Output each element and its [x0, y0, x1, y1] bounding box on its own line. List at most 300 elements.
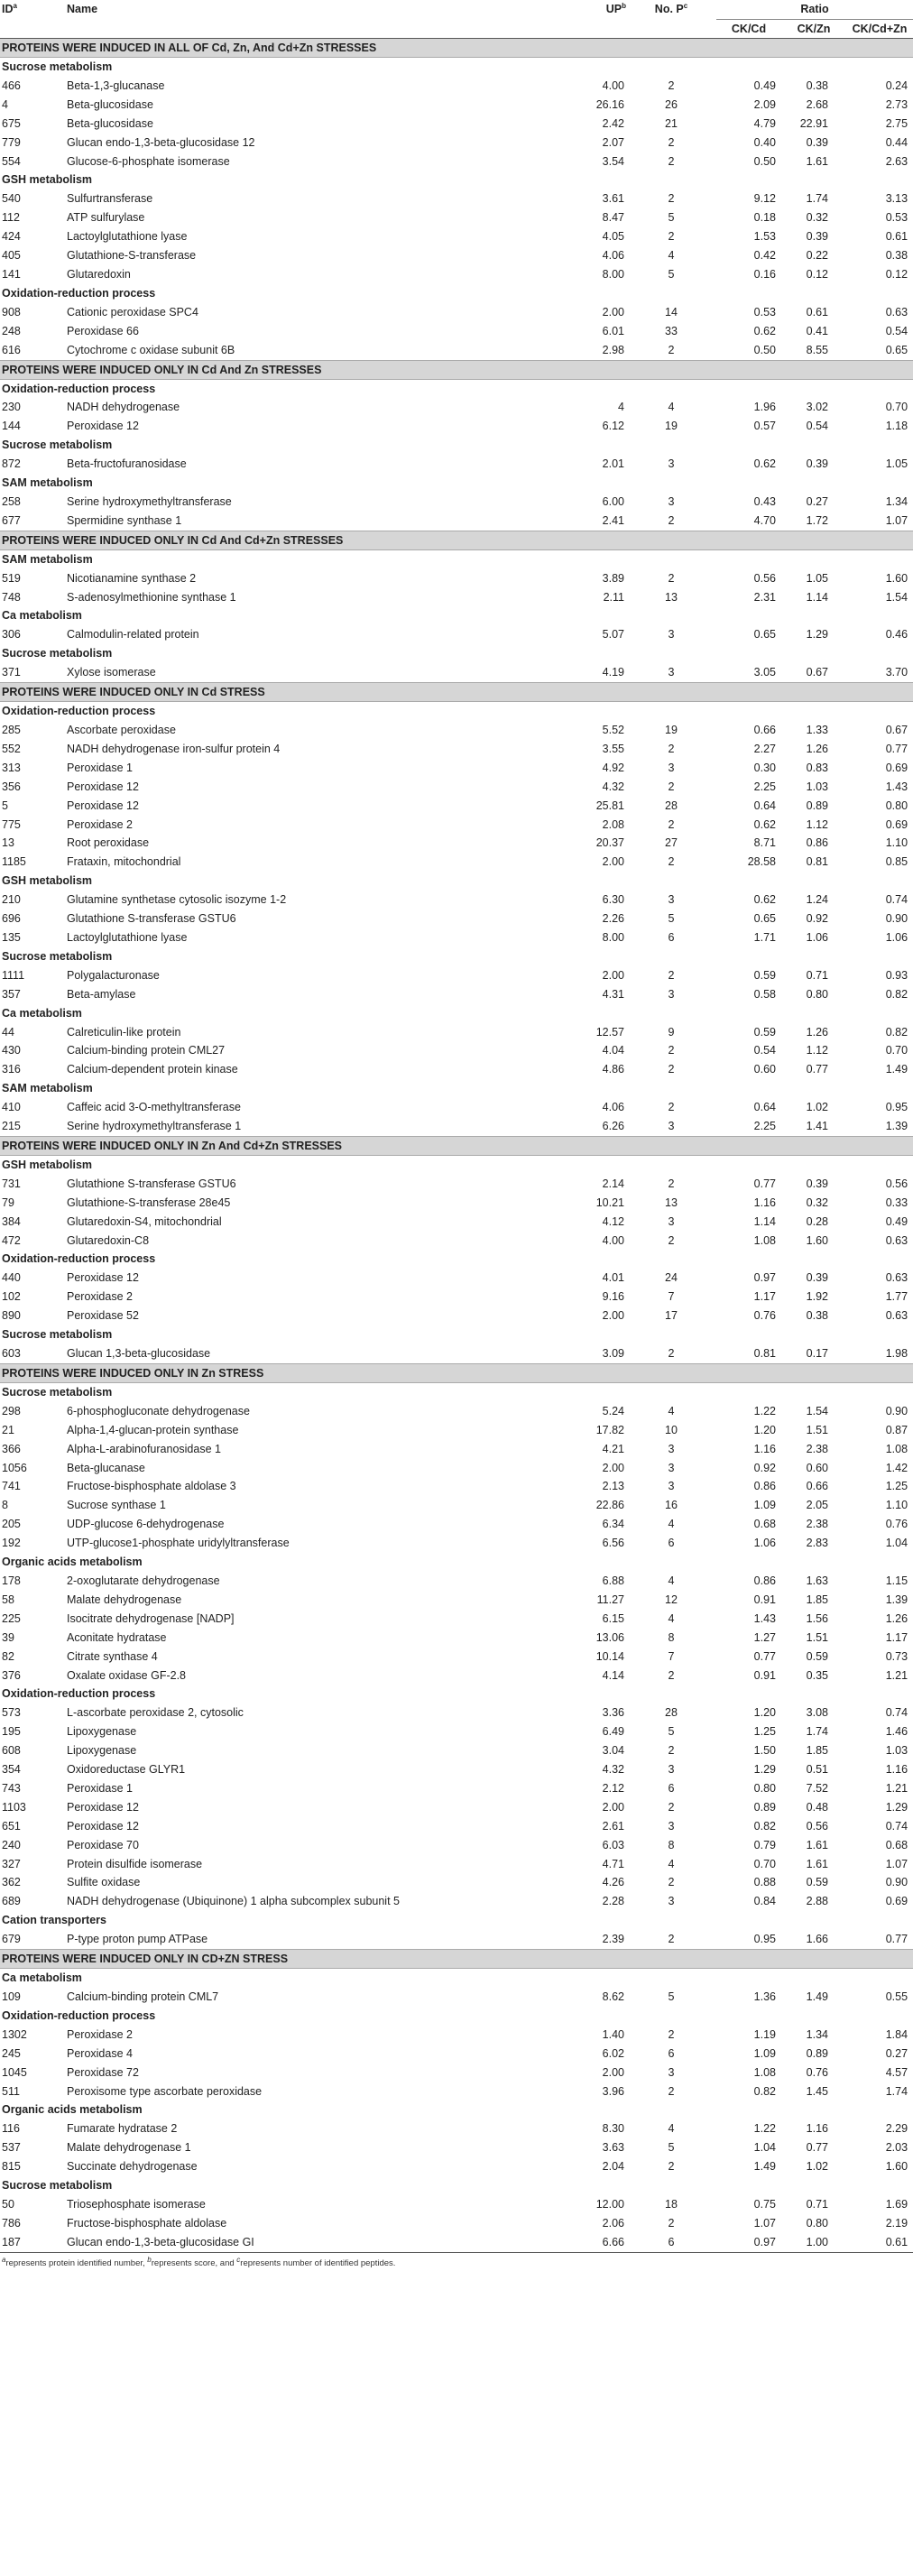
cell-no-p: 8: [668, 1630, 675, 1644]
cell-name: UTP-glucose1-phosphate uridylyltransferase: [67, 1537, 290, 1550]
group-title: Sucrose metabolism: [2, 1328, 113, 1342]
cell-id: 187: [0, 2233, 65, 2252]
group-header-row: [0, 1004, 913, 1023]
cell-up: 6.30: [602, 893, 624, 907]
table-body: [0, 39, 913, 2253]
group-title: GSH metabolism: [2, 874, 93, 888]
cell-no-p: 10: [665, 1423, 678, 1436]
cell-id: 786: [2, 2216, 21, 2230]
section-title: PROTEINS WERE INDUCED ONLY IN Zn And Cd+Zn STRESSES: [0, 1136, 913, 1155]
table-row: [0, 1060, 913, 1079]
table-row: [0, 115, 913, 134]
cell-ck-zn: 1.74: [806, 192, 828, 206]
cell-ck-cdzn: 1.49: [885, 1063, 908, 1076]
cell-no-p: 3: [668, 1763, 675, 1777]
table-row: [0, 1175, 913, 1194]
cell-name: Malate dehydrogenase 1: [67, 2141, 191, 2155]
cell-name: Peroxisome type ascorbate peroxidase: [67, 2084, 263, 2098]
table-row: [0, 2082, 913, 2101]
cell-ck-cdzn: 1.98: [885, 1347, 908, 1360]
section-title: PROTEINS WERE INDUCED ONLY IN Zn STRESS: [0, 1363, 913, 1382]
table-row: [0, 569, 913, 588]
table-row: [0, 1741, 913, 1760]
cell-ck-cd: 0.88: [753, 1876, 776, 1889]
group-title: Ca metabolism: [2, 1971, 82, 1985]
cell-ck-zn: 1.26: [806, 742, 828, 755]
cell-name: NADH dehydrogenase (Ubiquinone) 1 alpha subcomplex subunit 5: [67, 1895, 400, 1908]
table-row: [0, 1459, 913, 1478]
table-row: [0, 1930, 913, 1949]
cell-ck-cd: 1.08: [753, 2065, 776, 2079]
cell-ck-cdzn: 1.60: [885, 571, 908, 585]
cell-ck-cd: 0.91: [753, 1668, 776, 1682]
cell-ck-cdzn: 1.60: [885, 2160, 908, 2174]
cell-ck-zn: 1.34: [806, 2027, 828, 2041]
group-title: SAM metabolism: [2, 552, 93, 566]
cell-id: 1045: [2, 2065, 27, 2079]
cell-ck-cdzn: 1.54: [885, 590, 908, 604]
cell-no-p: 2: [668, 571, 675, 585]
cell-ck-cd: 1.36: [753, 1990, 776, 2003]
section-header-row: [0, 1950, 913, 1969]
table-row: [0, 512, 913, 531]
cell-ck-cd: 0.86: [753, 1574, 776, 1587]
cell-id: 258: [2, 494, 21, 508]
cell-ck-cd: 0.50: [753, 154, 776, 168]
cell-up: 6.12: [602, 420, 624, 433]
cell-ck-cdzn: 2.73: [885, 97, 908, 111]
table-row: [0, 322, 913, 341]
cell-ck-cd: 1.07: [753, 2216, 776, 2230]
group-header-row: [0, 947, 913, 966]
cell-ck-cdzn: 1.46: [885, 1725, 908, 1739]
cell-ck-cdzn: 1.10: [885, 836, 908, 850]
cell-name: L-ascorbate peroxidase 2, cytosolic: [67, 1706, 244, 1720]
cell-up: 4.00: [602, 1233, 624, 1247]
cell-name: Calmodulin-related protein: [67, 628, 199, 642]
cell-id: 675: [2, 116, 21, 130]
cell-up: 9.16: [602, 1290, 624, 1304]
cell-ck-cd: 0.82: [753, 1819, 776, 1833]
cell-up: 2.14: [602, 1177, 624, 1190]
cell-up: 6.34: [602, 1518, 624, 1531]
table-row: [0, 909, 913, 928]
cell-up: 2.00: [602, 1800, 624, 1814]
cell-id: 371: [2, 666, 21, 679]
cell-ck-cdzn: 3.70: [885, 666, 908, 679]
cell-id: 327: [2, 1857, 21, 1870]
table-row: [0, 1288, 913, 1306]
cell-no-p: 12: [665, 1593, 678, 1606]
cell-id: 362: [2, 1876, 21, 1889]
cell-ck-cdzn: 2.63: [885, 154, 908, 168]
cell-name: Peroxidase 70: [67, 1838, 139, 1851]
cell-ck-cdzn: 1.08: [885, 1442, 908, 1455]
table-row: [0, 1213, 913, 1232]
cell-ck-cd: 0.77: [753, 1649, 776, 1663]
table-row: [0, 1572, 913, 1591]
cell-id: 554: [2, 154, 21, 168]
table-row: [0, 663, 913, 682]
cell-ck-cdzn: 0.74: [885, 1706, 908, 1720]
cell-name: NADH dehydrogenase: [67, 401, 180, 414]
section-title: PROTEINS WERE INDUCED ONLY IN Cd And Zn STRESSES: [0, 360, 913, 379]
table-row: [0, 1440, 913, 1459]
cell-ck-cdzn: 1.39: [885, 1120, 908, 1133]
cell-ck-cdzn: 0.67: [885, 724, 908, 736]
cell-ck-zn: 0.39: [806, 1271, 828, 1285]
cell-ck-zn: 0.51: [806, 1763, 828, 1777]
cell-ck-cd: 2.09: [753, 97, 776, 111]
cell-name: Calcium-binding protein CML27: [67, 1044, 226, 1057]
cell-ck-cdzn: 0.65: [885, 343, 908, 356]
cell-up: 4.71: [602, 1857, 624, 1870]
cell-up: 12.57: [595, 1025, 624, 1039]
cell-name: Lactoylglutathione lyase: [67, 230, 188, 244]
cell-no-p: 2: [668, 968, 675, 982]
cell-id: 537: [2, 2141, 21, 2155]
cell-ck-cdzn: 0.85: [885, 855, 908, 869]
cell-up: 8.47: [602, 211, 624, 225]
group-title: Sucrose metabolism: [2, 647, 113, 660]
cell-id: 44: [2, 1025, 14, 1039]
cell-id: 102: [2, 1290, 21, 1304]
table-row: [0, 1648, 913, 1667]
cell-ck-cdzn: 1.77: [885, 1290, 908, 1304]
table-row: [0, 455, 913, 474]
cell-up: 2.12: [602, 1781, 624, 1795]
group-header-row: [0, 1382, 913, 1401]
cell-ck-cdzn: 1.10: [885, 1499, 908, 1512]
cell-no-p: 17: [665, 1309, 678, 1323]
group-header-row: [0, 2176, 913, 2195]
table-row: [0, 1098, 913, 1117]
cell-up: 13.06: [595, 1630, 624, 1644]
cell-up: 6.26: [602, 1120, 624, 1133]
cell-ck-cd: 1.25: [753, 1725, 776, 1739]
cell-up: 2.00: [602, 1309, 624, 1323]
cell-ck-cdzn: 0.56: [885, 1177, 908, 1190]
header-up: $UP^b$: [605, 2, 626, 16]
cell-id: 225: [2, 1611, 21, 1625]
cell-ck-zn: 0.61: [806, 305, 828, 319]
section-header-row: [0, 360, 913, 379]
group-title: Ca metabolism: [2, 609, 82, 623]
cell-name: Peroxidase 2: [67, 1290, 133, 1304]
cell-no-p: 2: [668, 2027, 675, 2041]
cell-ck-cd: 0.49: [753, 78, 776, 92]
cell-id: 651: [2, 1819, 21, 1833]
cell-ck-cdzn: 3.13: [885, 192, 908, 206]
cell-id: 440: [2, 1271, 21, 1285]
cell-ck-cdzn: 0.24: [885, 78, 908, 92]
table-row: [0, 1232, 913, 1251]
cell-id: 466: [2, 78, 21, 92]
cell-id: 410: [2, 1101, 21, 1114]
cell-no-p: 2: [668, 135, 675, 149]
table-row: [0, 2214, 913, 2233]
cell-ck-cd: 0.40: [753, 135, 776, 149]
cell-ck-cd: 1.16: [753, 1196, 776, 1209]
cell-no-p: 7: [668, 1290, 675, 1304]
table-row: [0, 77, 913, 96]
cell-up: 10.21: [595, 1196, 624, 1209]
table-row: [0, 1344, 913, 1363]
cell-id: 815: [2, 2160, 21, 2174]
cell-ck-cd: 1.09: [753, 1499, 776, 1512]
header-ratio: Ratio: [716, 0, 913, 20]
cell-up: 3.09: [602, 1347, 624, 1360]
group-title: Ca metabolism: [2, 1006, 82, 1020]
cell-no-p: 3: [668, 893, 675, 907]
table-row: [0, 625, 913, 644]
table-row: [0, 96, 913, 115]
cell-ck-cd: 1.06: [753, 1537, 776, 1550]
cell-no-p: 2: [668, 1233, 675, 1247]
cell-name: Triosephosphate isomerase: [67, 2197, 206, 2211]
cell-name: Peroxidase 66: [67, 324, 139, 337]
cell-no-p: 26: [665, 97, 678, 111]
section-header-row: [0, 683, 913, 702]
cell-ck-cd: 0.86: [753, 1480, 776, 1493]
cell-ck-cdzn: 0.70: [885, 1044, 908, 1057]
table-row: [0, 493, 913, 512]
cell-name: Glutathione-S-transferase: [67, 249, 197, 263]
cell-id: 215: [2, 1120, 21, 1133]
cell-name: Malate dehydrogenase: [67, 1593, 182, 1606]
cell-name: Glucose-6-phosphate isomerase: [67, 154, 230, 168]
cell-ck-zn: 1.60: [806, 1233, 828, 1247]
cell-ck-cdzn: 4.57: [885, 2065, 908, 2079]
table-row: [0, 1421, 913, 1440]
cell-ck-zn: 1.16: [806, 2122, 828, 2136]
cell-ck-cd: 0.62: [753, 457, 776, 471]
cell-up: 2.41: [602, 513, 624, 527]
cell-ck-cd: 0.43: [753, 494, 776, 508]
cell-ck-cd: 0.60: [753, 1063, 776, 1076]
cell-name: Peroxidase 2: [67, 817, 133, 831]
table-row: [0, 891, 913, 909]
cell-no-p: 5: [668, 267, 675, 281]
cell-ck-zn: 0.28: [806, 1214, 828, 1228]
cell-ck-cd: 1.43: [753, 1611, 776, 1625]
cell-name: Xylose isomerase: [67, 666, 156, 679]
cell-ck-zn: 0.92: [806, 912, 828, 926]
cell-ck-cdzn: 1.21: [885, 1668, 908, 1682]
cell-ck-cd: 1.96: [753, 401, 776, 414]
cell-ck-cd: 1.71: [753, 930, 776, 944]
cell-no-p: 2: [668, 1744, 675, 1758]
cell-up: 2.39: [602, 1933, 624, 1946]
cell-ck-cdzn: 1.29: [885, 1800, 908, 1814]
cell-ck-zn: 1.54: [806, 1404, 828, 1417]
cell-ck-cd: 9.12: [753, 192, 776, 206]
cell-up: 20.37: [595, 836, 624, 850]
table-row: [0, 1269, 913, 1288]
table-row: [0, 2233, 913, 2252]
cell-name: UDP-glucose 6-dehydrogenase: [67, 1518, 225, 1531]
header-ck-cd: CK/Cd: [716, 20, 781, 39]
cell-up: 2.98: [602, 343, 624, 356]
cell-ck-cdzn: 0.93: [885, 968, 908, 982]
table-row: [0, 2157, 913, 2176]
cell-ck-cd: 0.75: [753, 2197, 776, 2211]
cell-ck-zn: 1.63: [806, 1574, 828, 1587]
cell-no-p: 3: [668, 1442, 675, 1455]
cell-id: 50: [2, 2197, 14, 2211]
cell-no-p: 2: [668, 513, 675, 527]
cell-ck-zn: 2.83: [806, 1537, 828, 1550]
group-title: Cation transporters: [2, 1914, 106, 1927]
group-title: Sucrose metabolism: [2, 60, 113, 73]
cell-no-p: 4: [668, 1518, 675, 1531]
cell-ck-zn: 1.49: [806, 1990, 828, 2003]
cell-ck-cdzn: 0.53: [885, 211, 908, 225]
cell-name: Glutathione-S-transferase 28e45: [67, 1196, 231, 1209]
cell-name: Glucan endo-1,3-beta-glucosidase GI: [65, 2233, 559, 2252]
cell-ck-cd: 0.16: [753, 267, 776, 281]
cell-ck-cd: 0.97: [753, 1271, 776, 1285]
group-header-row: [0, 1685, 913, 1703]
cell-ck-zn: 1.12: [806, 817, 828, 831]
cell-ck-cd: 1.50: [753, 1744, 776, 1758]
group-header-row: [0, 284, 913, 303]
group-header-row: [0, 606, 913, 625]
cell-ck-cdzn: 1.21: [885, 1781, 908, 1795]
cell-ck-cd: 0.18: [753, 211, 776, 225]
cell-no-p: 2: [668, 1177, 675, 1190]
cell-name: Peroxidase 12: [67, 1819, 139, 1833]
cell-up: 4: [618, 401, 624, 414]
cell-ck-zn: 0.27: [806, 494, 828, 508]
cell-ck-cdzn: 1.05: [885, 457, 908, 471]
cell-no-p: 5: [668, 1990, 675, 2003]
cell-name: Glutaredoxin-S4, mitochondrial: [67, 1214, 222, 1228]
cell-ck-cdzn: 2.19: [885, 2216, 908, 2230]
cell-name: Beta-1,3-glucanase: [67, 78, 165, 92]
cell-up: 6.00: [602, 494, 624, 508]
cell-up: 3.54: [602, 154, 624, 168]
cell-ck-zn: 0.59: [806, 1876, 828, 1889]
cell-id: 195: [2, 1725, 21, 1739]
cell-id: 540: [2, 192, 21, 206]
cell-ck-zn: 1.61: [806, 154, 828, 168]
cell-up: 3.63: [602, 2141, 624, 2155]
cell-id: 58: [2, 1593, 14, 1606]
cell-no-p: 4: [668, 401, 675, 414]
cell-name: Protein disulfide isomerase: [67, 1857, 203, 1870]
cell-ck-zn: 0.60: [806, 1461, 828, 1474]
cell-ck-cdzn: 1.03: [885, 1744, 908, 1758]
cell-no-p: 3: [668, 628, 675, 642]
cell-ck-zn: 0.39: [806, 457, 828, 471]
cell-no-p: 2: [668, 2160, 675, 2174]
cell-ck-zn: 1.45: [806, 2084, 828, 2098]
cell-up: 4.26: [602, 1876, 624, 1889]
cell-ck-cd: 0.89: [753, 1800, 776, 1814]
cell-ck-cdzn: 0.61: [846, 2233, 913, 2252]
cell-ck-cd: 8.71: [753, 836, 776, 850]
table-row: [0, 1534, 913, 1553]
cell-ck-zn: 0.77: [806, 2141, 828, 2155]
cell-id: 1056: [2, 1461, 27, 1474]
cell-no-p: 5: [668, 912, 675, 926]
cell-ck-cdzn: 1.17: [885, 1630, 908, 1644]
cell-no-p: 6: [668, 930, 675, 944]
cell-ck-cd: 1.17: [753, 1290, 776, 1304]
cell-no-p: 2: [668, 343, 675, 356]
group-header-row: [0, 702, 913, 721]
cell-ck-zn: 0.71: [806, 968, 828, 982]
cell-ck-cdzn: 0.77: [885, 742, 908, 755]
cell-ck-cd: 0.79: [753, 1838, 776, 1851]
cell-up: 6.88: [602, 1574, 624, 1587]
cell-ck-zn: 2.38: [806, 1442, 828, 1455]
cell-ck-cd: 0.66: [753, 724, 776, 736]
cell-up: 2.11: [603, 590, 624, 604]
section-header-row: [0, 1363, 913, 1382]
cell-up: 4.06: [602, 1101, 624, 1114]
cell-id: 248: [2, 324, 21, 337]
cell-no-p: 3: [668, 987, 675, 1001]
cell-id: 872: [2, 457, 21, 471]
cell-ck-zn: 0.39: [806, 230, 828, 244]
cell-no-p: 6: [668, 2046, 675, 2060]
cell-name: 6-phosphogluconate dehydrogenase: [67, 1404, 250, 1417]
cell-ck-cdzn: 1.39: [885, 1593, 908, 1606]
table-row: [0, 1515, 913, 1534]
cell-ck-cd: 0.77: [753, 1177, 776, 1190]
group-header-row: [0, 2007, 913, 2026]
cell-name: Glutamine synthetase cytosolic isozyme 1-2: [67, 893, 287, 907]
cell-ck-cd: 2.31: [753, 590, 776, 604]
cell-no-p: 2: [668, 1933, 675, 1946]
cell-ck-zn: 0.39: [806, 1177, 828, 1190]
cell-ck-cdzn: 1.06: [885, 930, 908, 944]
cell-up: 2.61: [602, 1819, 624, 1833]
section-title: PROTEINS WERE INDUCED ONLY IN CD+ZN STRESS: [0, 1950, 913, 1969]
cell-ck-cd: 1.08: [753, 1233, 776, 1247]
cell-ck-zn: 1.05: [806, 571, 828, 585]
cell-up: 17.82: [595, 1423, 624, 1436]
cell-id: 775: [2, 817, 21, 831]
cell-id: 1185: [2, 855, 26, 869]
cell-name: Beta-amylase: [67, 987, 136, 1001]
table-row: [0, 2195, 913, 2214]
cell-no-p: 3: [668, 761, 675, 774]
cell-ck-zn: 0.59: [806, 1649, 828, 1663]
group-title: SAM metabolism: [2, 1082, 93, 1095]
group-header-row: [0, 1553, 913, 1572]
cell-ck-cdzn: 1.25: [885, 1480, 908, 1493]
cell-no-p: 2: [668, 1063, 675, 1076]
cell-name: Spermidine synthase 1: [67, 513, 182, 527]
cell-up: 1.40: [602, 2027, 624, 2041]
cell-id: 285: [2, 724, 21, 736]
cell-ck-zn: 2.38: [806, 1518, 828, 1531]
cell-ck-cdzn: 2.03: [885, 2141, 908, 2155]
cell-name: ATP sulfurylase: [67, 211, 145, 225]
cell-up: 2.42: [602, 116, 624, 130]
cell-ck-zn: 1.12: [806, 1044, 828, 1057]
cell-up: 6.03: [602, 1838, 624, 1851]
cell-ck-cd: 1.20: [753, 1423, 776, 1436]
cell-no-p: 2: [668, 780, 675, 793]
cell-ck-zn: 1.72: [806, 513, 828, 527]
table-row: [0, 1836, 913, 1855]
table-row: [0, 189, 913, 208]
cell-no-p: 7: [668, 1649, 675, 1663]
